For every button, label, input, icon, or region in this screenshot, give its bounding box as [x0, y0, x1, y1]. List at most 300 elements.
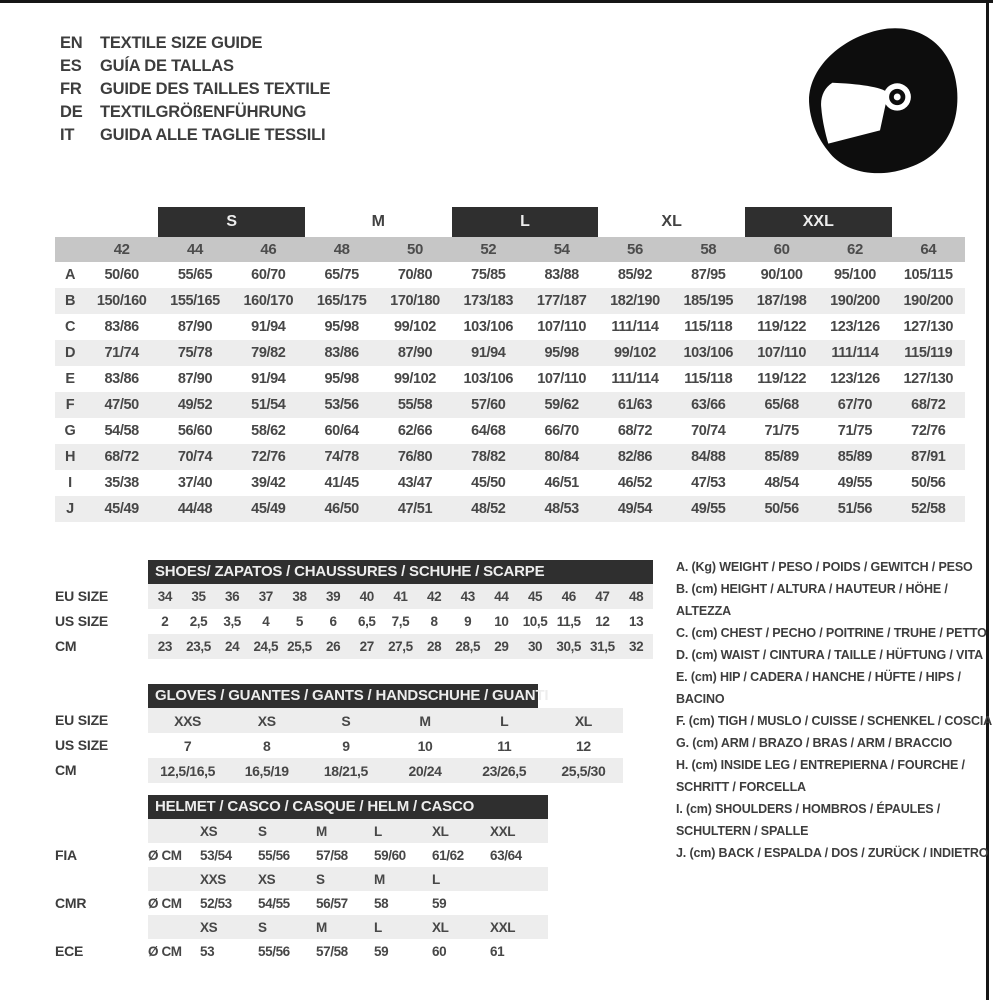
measurement-cell: 55/58	[378, 392, 451, 418]
size-cell: 10	[485, 609, 519, 634]
measurement-cell: 76/80	[378, 444, 451, 470]
language-list	[60, 32, 330, 147]
measurement-cell: 56/60	[177, 423, 213, 439]
size-cell: 4	[249, 609, 283, 634]
measurement-cell: 107/110	[745, 340, 818, 366]
measurement-cell: 80/84	[525, 444, 598, 470]
measurement-cell: 119/122	[757, 319, 807, 335]
helmet-unit-spacer	[148, 915, 200, 939]
size-cell: 23/26,5	[465, 758, 544, 783]
gloves-us-row	[148, 733, 623, 758]
size-group-s: S	[158, 207, 305, 237]
textile-row-F	[55, 392, 965, 418]
size-group-header-row	[55, 207, 965, 237]
numeric-size-cell: 60	[745, 237, 818, 262]
measurement-cell: 79/82	[232, 340, 305, 366]
measurement-cell: 37/40	[177, 475, 213, 491]
measurement-cell: 45/50	[471, 475, 506, 491]
gloves-cm-row	[148, 758, 623, 783]
measurement-cell: 58/62	[251, 423, 286, 439]
gloves-eu-row	[148, 708, 623, 733]
helmet-standard-label-fia: FIA	[55, 847, 77, 863]
size-cell: 9	[451, 609, 485, 634]
size-cell: 10,5	[518, 609, 552, 634]
measurement-cell: 119/122	[757, 371, 807, 387]
size-cell: 28,5	[451, 634, 485, 659]
legend-item: B. (cm) HEIGHT / ALTURA / HAUTEUR / HÖHE / ALTEZZA	[676, 582, 948, 618]
language-code: IT	[60, 126, 75, 144]
helmet-size-cell: L	[432, 867, 490, 891]
measurement-cell: 107/110	[537, 319, 587, 335]
size-cell: 39	[316, 584, 350, 609]
measurement-cell: 83/86	[104, 319, 139, 335]
measurement-cell: 185/195	[672, 288, 745, 314]
language-code: DE	[60, 103, 83, 121]
helmet-size-cell	[490, 867, 548, 891]
measurement-cell: 82/86	[598, 444, 671, 470]
numeric-size-cell: 52	[452, 237, 525, 262]
measurement-cell: 103/106	[463, 371, 514, 387]
legend-item: D. (cm) WAIST / CINTURA / TAILLE / HÜFTUNG / VITA	[676, 648, 983, 662]
measurement-cell: 70/74	[158, 444, 231, 470]
measurement-cell: 87/90	[378, 340, 451, 366]
measurement-cell: 150/160	[85, 288, 158, 314]
row-label-eu-size: EU SIZE	[55, 588, 109, 604]
size-cell: 34	[148, 584, 182, 609]
measurement-cell: 45/49	[232, 496, 305, 522]
size-group-m: M	[305, 207, 452, 237]
helmet-table	[148, 819, 548, 963]
measurement-cell: 78/82	[452, 444, 525, 470]
size-cell: 8	[417, 609, 451, 634]
language-row	[60, 78, 330, 101]
helmet-value-cell: 52/53	[200, 891, 258, 915]
measurement-cell: 53/56	[305, 392, 378, 418]
numeric-size-cell: 46	[232, 237, 305, 262]
size-cell: 12	[586, 609, 620, 634]
measurement-cell: 83/86	[305, 340, 378, 366]
row-letter-cell: D	[55, 340, 85, 366]
size-cell: 12,5/16,5	[148, 758, 227, 783]
textile-row-I	[55, 470, 965, 496]
row-label-us-size: US SIZE	[55, 613, 109, 629]
helmet-title-bar: HELMET / CASCO / CASQUE / HELM / CASCO	[148, 795, 548, 819]
helmet-standard-label-ece: ECE	[55, 943, 84, 959]
helmet-size-cell: M	[316, 819, 374, 843]
helmet-sizes-row-fia	[148, 819, 548, 843]
size-cell: 37	[249, 584, 283, 609]
numeric-size-cell: 44	[158, 237, 231, 262]
textile-row-A	[55, 262, 965, 288]
helmet-size-cell: XXL	[490, 915, 548, 939]
helmet-size-cell: XS	[200, 819, 258, 843]
helmet-size-cell: M	[374, 867, 432, 891]
size-cell: 40	[350, 584, 384, 609]
measurement-cell: 61/63	[598, 392, 671, 418]
size-cell: S	[306, 708, 385, 733]
measurement-cell: 91/94	[251, 319, 286, 335]
size-cell: 9	[306, 733, 385, 758]
size-cell: 29	[485, 634, 519, 659]
language-row	[60, 124, 330, 147]
measurement-cell: 123/126	[830, 371, 880, 387]
measurement-cell: 71/75	[764, 423, 799, 439]
measurement-cell: 173/183	[452, 288, 525, 314]
helmet-sizes-row-cmr	[148, 867, 548, 891]
numeric-size-cell: 48	[305, 237, 378, 262]
size-cell: 30,5	[552, 634, 586, 659]
helmet-size-cell: XL	[432, 819, 490, 843]
language-title: GUÍA DE TALLAS	[100, 57, 234, 75]
measurement-cell: 190/200	[892, 288, 965, 314]
measurement-cell: 44/48	[158, 496, 231, 522]
shoes-eu-row	[148, 584, 653, 609]
measurement-cell: 41/45	[324, 475, 359, 491]
measurement-cell: 72/76	[232, 444, 305, 470]
helmet-value-cell	[490, 891, 548, 915]
size-cell: 27	[350, 634, 384, 659]
measurement-cell: 103/106	[672, 340, 745, 366]
size-cell: 25,5/30	[544, 758, 623, 783]
helmet-size-cell: XS	[258, 867, 316, 891]
row-letter-cell: F	[55, 392, 85, 418]
size-cell: 48	[619, 584, 653, 609]
measurement-cell: 87/90	[177, 319, 213, 335]
row-label-eu-size: EU SIZE	[55, 712, 109, 728]
size-cell: 7,5	[384, 609, 418, 634]
size-group-l: L	[452, 207, 599, 237]
helmet-value-cell: 59	[374, 939, 432, 963]
language-code: EN	[60, 34, 83, 52]
numeric-size-spacer	[55, 237, 85, 262]
size-cell: 13	[619, 609, 653, 634]
measurement-cell: 127/130	[903, 371, 954, 387]
measurement-legend	[676, 556, 994, 864]
measurement-cell: 49/54	[598, 496, 671, 522]
size-cell: 5	[283, 609, 317, 634]
size-group-spacer	[85, 207, 158, 237]
measurement-cell: 190/200	[818, 288, 891, 314]
helmet-size-cell: XL	[432, 915, 490, 939]
size-cell: 11	[465, 733, 544, 758]
measurement-cell: 83/86	[104, 371, 139, 387]
legend-item: H. (cm) INSIDE LEG / ENTREPIERNA / FOURCHE / SCHRITT / FORCELLA	[676, 758, 965, 794]
size-cell: 6	[316, 609, 350, 634]
helmet-value-cell: 63/64	[490, 843, 548, 867]
helmet-value-cell: 61	[490, 939, 548, 963]
helmet-size-cell: S	[258, 819, 316, 843]
measurement-cell: 111/114	[611, 319, 659, 335]
helmet-value-cell: 56/57	[316, 891, 374, 915]
measurement-cell: 43/47	[397, 475, 433, 491]
legend-item: A. (Kg) WEIGHT / PESO / POIDS / GEWITCH / PESO	[676, 560, 973, 574]
numeric-size-row	[55, 237, 965, 262]
measurement-cell: 75/85	[471, 267, 506, 283]
size-cell: 24	[215, 634, 249, 659]
size-cell: 12	[544, 733, 623, 758]
helmet-value-cell: 55/56	[258, 939, 316, 963]
helmet-size-cell: L	[374, 819, 432, 843]
measurement-cell: 50/60	[104, 267, 139, 283]
helmet-size-cell: L	[374, 915, 432, 939]
measurement-cell: 111/114	[818, 340, 891, 366]
language-title: TEXTILE SIZE GUIDE	[100, 34, 263, 52]
row-letter-cell: I	[68, 475, 72, 491]
measurement-cell: 47/53	[691, 475, 726, 491]
row-label-cm: CM	[55, 762, 77, 778]
size-cell: M	[385, 708, 464, 733]
helmet-size-cell: XXL	[490, 819, 548, 843]
language-row	[60, 32, 330, 55]
measurement-cell: 103/106	[463, 319, 514, 335]
top-border-line	[0, 0, 993, 3]
measurement-cell: 165/175	[305, 288, 378, 314]
helmet-size-cell: S	[258, 915, 316, 939]
row-letter-cell: J	[55, 496, 85, 522]
size-cell: 32	[619, 634, 653, 659]
helmet-values-row-ece	[148, 939, 548, 963]
language-row	[60, 55, 330, 78]
measurement-cell: 48/52	[452, 496, 525, 522]
textile-row-J	[55, 496, 965, 522]
helmet-sizes-row-ece	[148, 915, 548, 939]
measurement-cell: 111/114	[611, 371, 659, 387]
measurement-cell: 70/74	[691, 423, 726, 439]
measurement-cell: 72/76	[911, 423, 946, 439]
measurement-cell: 83/88	[544, 267, 579, 283]
measurement-cell: 48/53	[525, 496, 598, 522]
measurement-cell: 39/42	[251, 475, 286, 491]
measurement-cell: 95/100	[833, 267, 876, 283]
measurement-cell: 90/100	[760, 267, 803, 283]
measurement-cell: 57/60	[452, 392, 525, 418]
helmet-value-cell: 53	[200, 939, 258, 963]
measurement-cell: 51/54	[232, 392, 305, 418]
row-letter-cell: A	[64, 267, 76, 283]
language-title: GUIDA ALLE TAGLIE TESSILI	[100, 126, 326, 144]
size-cell: 8	[227, 733, 306, 758]
size-cell: 42	[417, 584, 451, 609]
helmet-unit-cell: Ø CM	[148, 891, 200, 915]
measurement-cell: 127/130	[903, 319, 954, 335]
helmet-unit-cell: Ø CM	[148, 843, 200, 867]
measurement-cell: 99/102	[394, 319, 436, 335]
helmet-value-cell: 55/56	[258, 843, 316, 867]
measurement-cell: 71/75	[837, 423, 873, 439]
measurement-cell: 70/80	[397, 267, 433, 283]
legend-item: G. (cm) ARM / BRAZO / BRAS / ARM / BRACCIO	[676, 736, 953, 750]
measurement-cell: 46/51	[544, 475, 579, 491]
textile-row-E	[55, 366, 965, 392]
helmet-standard-label-cmr: CMR	[55, 895, 87, 911]
size-group-xl: XL	[598, 207, 745, 237]
size-cell: 41	[384, 584, 418, 609]
helmet-size-cell: XXS	[200, 867, 258, 891]
measurement-cell: 54/58	[104, 423, 139, 439]
measurement-cell: 49/55	[672, 496, 745, 522]
legend-item: I. (cm) SHOULDERS / HOMBROS / ÉPAULES / SCHULTERN / SPALLE	[676, 802, 941, 838]
measurement-cell: 35/38	[104, 475, 139, 491]
measurement-cell: 60/70	[251, 267, 286, 283]
helmet-value-cell: 60	[432, 939, 490, 963]
size-cell: 31,5	[586, 634, 620, 659]
helmet-value-cell: 61/62	[432, 843, 490, 867]
size-cell: XL	[544, 708, 623, 733]
numeric-size-cell: 62	[818, 237, 891, 262]
measurement-cell: 62/66	[397, 423, 433, 439]
measurement-cell: 47/50	[85, 392, 158, 418]
helmet-values-row-fia	[148, 843, 548, 867]
language-code: FR	[60, 80, 82, 98]
measurement-cell: 105/115	[903, 267, 953, 283]
size-cell: 35	[182, 584, 216, 609]
textile-row-B	[55, 288, 965, 314]
measurement-cell: 95/98	[525, 340, 598, 366]
measurement-cell: 75/78	[158, 340, 231, 366]
size-cell: 30	[518, 634, 552, 659]
gloves-title-bar: GLOVES / GUANTES / GANTS / HANDSCHUHE / GUANTI	[148, 684, 538, 708]
measurement-cell: 67/70	[818, 392, 891, 418]
full-face-helmet-icon	[793, 24, 969, 176]
measurement-cell: 170/180	[378, 288, 451, 314]
textile-row-D	[55, 340, 965, 366]
size-cell: 45	[518, 584, 552, 609]
measurement-cell: 65/75	[324, 267, 359, 283]
textile-row-C	[55, 314, 965, 340]
size-cell: 28	[417, 634, 451, 659]
numeric-size-cell: 58	[672, 237, 745, 262]
measurement-cell: 52/58	[892, 496, 965, 522]
helmet-unit-spacer	[148, 819, 200, 843]
helmet-size-cell: S	[316, 867, 374, 891]
measurement-cell: 87/95	[691, 267, 726, 283]
language-title: GUIDE DES TAILLES TEXTILE	[100, 80, 331, 98]
measurement-cell: 46/50	[305, 496, 378, 522]
letter-column-spacer	[55, 207, 85, 237]
measurement-cell: 95/98	[324, 319, 359, 335]
measurement-cell: 45/49	[85, 496, 158, 522]
helmet-size-cell: XS	[200, 915, 258, 939]
numeric-size-cell: 64	[892, 237, 965, 262]
row-letter-cell: H	[55, 444, 85, 470]
measurement-cell: 187/198	[745, 288, 818, 314]
numeric-size-cell: 42	[85, 237, 158, 262]
language-row	[60, 101, 330, 124]
legend-item: F. (cm) TIGH / MUSLO / CUISSE / SCHENKEL / COSCIA	[676, 714, 993, 728]
helmet-value-cell: 59/60	[374, 843, 432, 867]
measurement-cell: 115/118	[684, 319, 733, 335]
size-cell: 36	[215, 584, 249, 609]
measurement-cell: 85/92	[617, 267, 653, 283]
measurement-cell: 71/74	[85, 340, 158, 366]
measurement-cell: 51/56	[818, 496, 891, 522]
measurement-cell: 91/94	[452, 340, 525, 366]
size-cell: XS	[227, 708, 306, 733]
numeric-size-cell: 54	[525, 237, 598, 262]
shoes-title-bar: SHOES/ ZAPATOS / CHAUSSURES / SCHUHE / SCARPE	[148, 560, 653, 584]
size-cell: L	[465, 708, 544, 733]
size-cell: 3,5	[215, 609, 249, 634]
measurement-cell: 66/70	[544, 423, 579, 439]
helmet-values-row-cmr	[148, 891, 548, 915]
measurement-cell: 55/65	[177, 267, 213, 283]
measurement-cell: 50/56	[745, 496, 818, 522]
measurement-cell: 46/52	[617, 475, 653, 491]
size-cell: 27,5	[384, 634, 418, 659]
row-label-us-size: US SIZE	[55, 737, 109, 753]
size-cell: 43	[451, 584, 485, 609]
helmet-value-cell: 57/58	[316, 939, 374, 963]
language-title: TEXTILGRÖßENFÜHRUNG	[100, 103, 307, 121]
measurement-cell: 87/90	[177, 371, 213, 387]
shoes-cm-row	[148, 634, 653, 659]
measurement-cell: 155/165	[158, 288, 231, 314]
measurement-cell: 177/187	[525, 288, 598, 314]
measurement-cell: 49/55	[837, 475, 873, 491]
size-cell: 11,5	[552, 609, 586, 634]
measurement-cell: 48/54	[764, 475, 799, 491]
size-group-xxl: XXL	[745, 207, 892, 237]
helmet-unit-cell: Ø CM	[148, 939, 200, 963]
measurement-cell: 84/88	[672, 444, 745, 470]
size-cell: 47	[586, 584, 620, 609]
measurement-cell: 64/68	[471, 423, 506, 439]
row-letter-cell: E	[65, 371, 75, 387]
row-letter-cell: B	[55, 288, 85, 314]
measurement-cell: 68/72	[617, 423, 653, 439]
measurement-cell: 85/89	[818, 444, 891, 470]
row-letter-cell: G	[64, 423, 76, 439]
size-cell: XXS	[148, 708, 227, 733]
size-cell: 2,5	[182, 609, 216, 634]
size-cell: 24,5	[249, 634, 283, 659]
shoes-table	[148, 584, 653, 659]
measurement-cell: 115/118	[684, 371, 733, 387]
measurement-cell: 160/170	[232, 288, 305, 314]
size-cell: 6,5	[350, 609, 384, 634]
legend-item: J. (cm) BACK / ESPALDA / DOS / ZURÜCK / INDIETRO	[676, 846, 989, 860]
size-cell: 20/24	[385, 758, 464, 783]
helmet-unit-spacer	[148, 867, 200, 891]
legend-item: E. (cm) HIP / CADERA / HANCHE / HÜFTE / HIPS / BACINO	[676, 670, 961, 706]
helmet-size-cell: M	[316, 915, 374, 939]
measurement-cell: 47/51	[378, 496, 451, 522]
measurement-cell: 87/91	[892, 444, 965, 470]
measurement-cell: 91/94	[251, 371, 286, 387]
measurement-cell: 115/119	[892, 340, 965, 366]
measurement-cell: 50/56	[911, 475, 946, 491]
measurement-cell: 65/68	[745, 392, 818, 418]
size-cell: 46	[552, 584, 586, 609]
measurement-cell: 182/190	[598, 288, 671, 314]
helmet-value-cell: 59	[432, 891, 490, 915]
size-cell: 44	[485, 584, 519, 609]
measurement-cell: 99/102	[394, 371, 436, 387]
measurement-cell: 85/89	[745, 444, 818, 470]
measurement-cell: 68/72	[85, 444, 158, 470]
measurement-cell: 95/98	[324, 371, 359, 387]
measurement-cell: 99/102	[598, 340, 671, 366]
size-cell: 26	[316, 634, 350, 659]
helmet-value-cell: 58	[374, 891, 432, 915]
measurement-cell: 68/72	[892, 392, 965, 418]
size-cell: 10	[385, 733, 464, 758]
helmet-value-cell: 53/54	[200, 843, 258, 867]
measurement-cell: 60/64	[324, 423, 359, 439]
row-letter-cell: C	[64, 319, 76, 335]
size-cell: 25,5	[283, 634, 317, 659]
size-cell: 23	[148, 634, 182, 659]
